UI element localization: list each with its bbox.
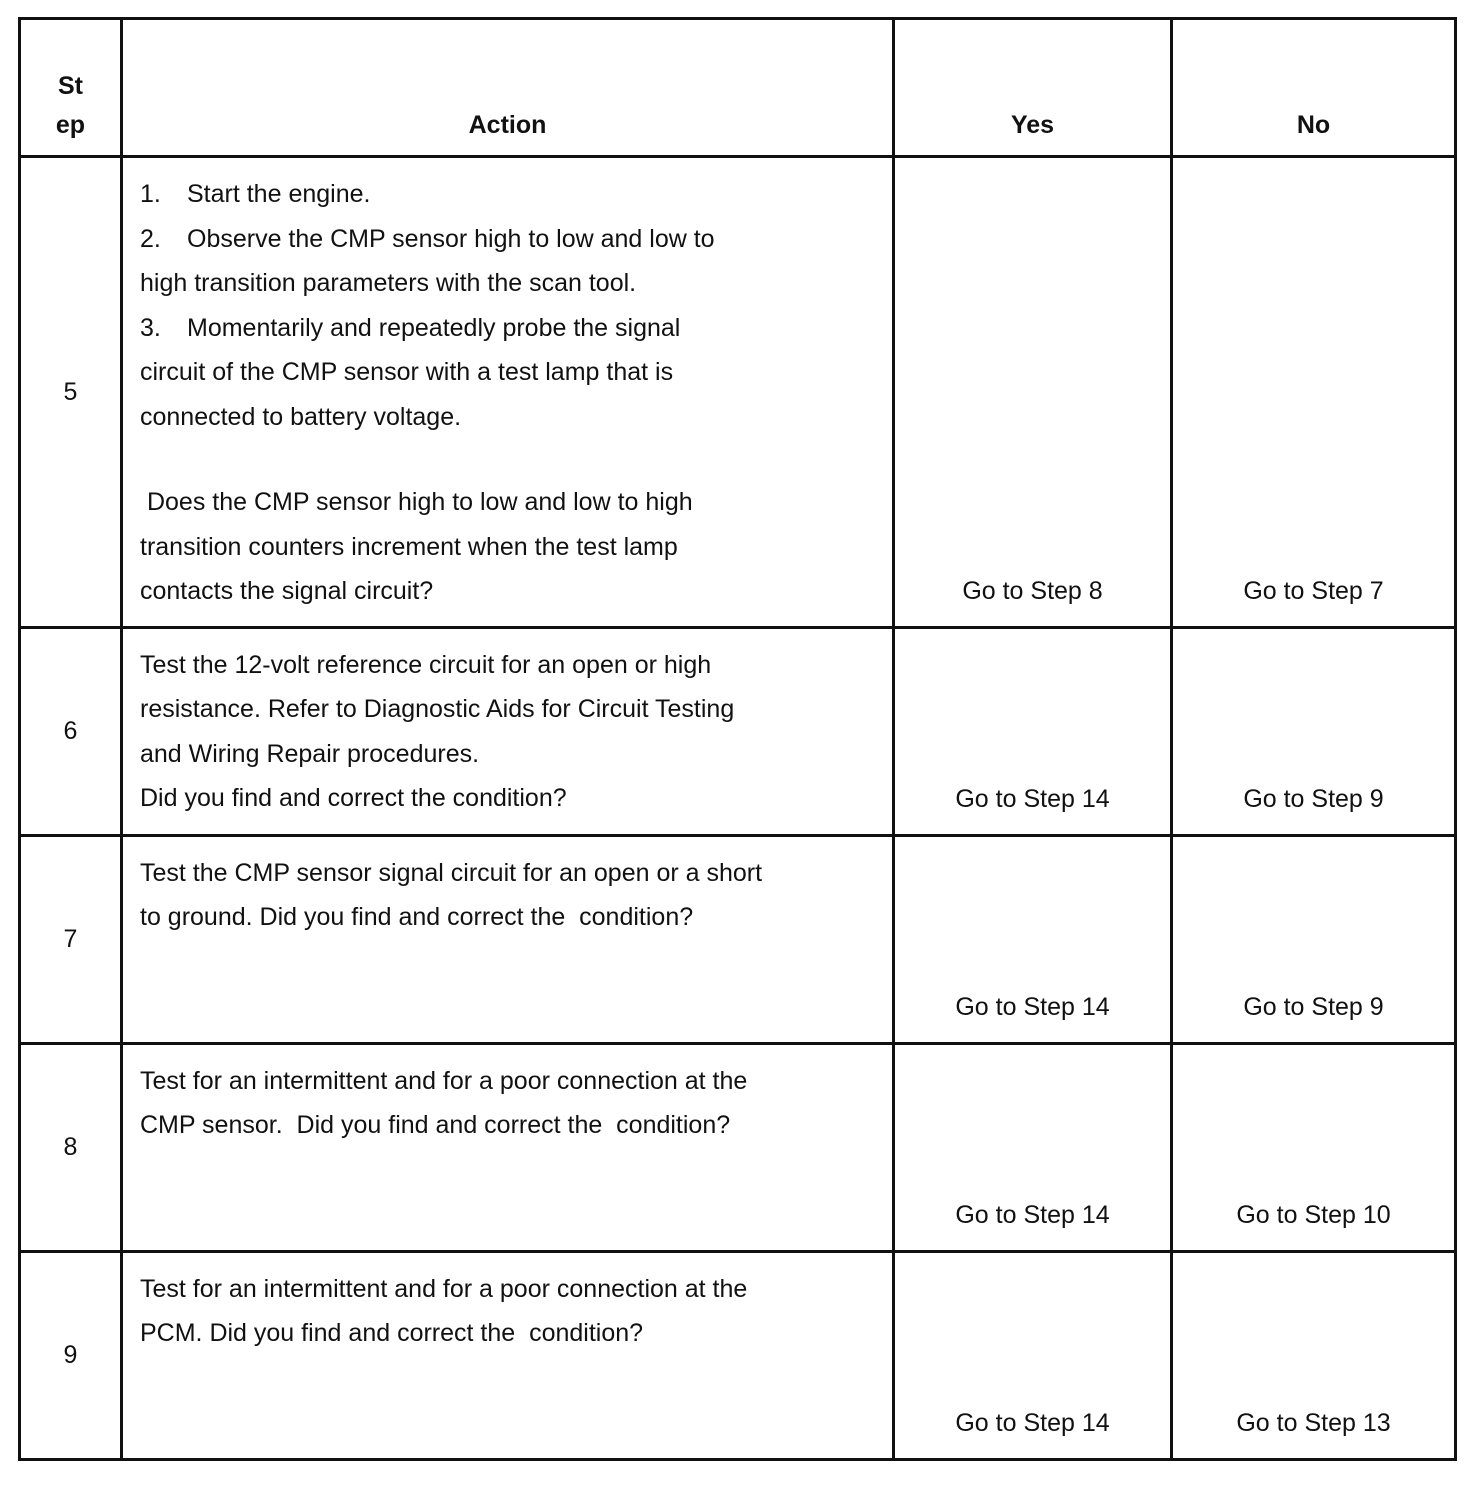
header-action: Action xyxy=(122,19,894,157)
action-text: connected to battery voltage. xyxy=(140,402,462,431)
yes-result: Go to Step 14 xyxy=(894,1043,1172,1251)
yes-result: Go to Step 14 xyxy=(894,627,1172,835)
question-line: contacts the signal circuit? xyxy=(140,577,434,605)
action-line xyxy=(140,350,852,395)
action-line: resistance. Refer to Diagnostic Aids for Circuit Testing xyxy=(140,695,735,723)
header-step-line-1: St xyxy=(58,72,83,100)
table-row xyxy=(20,1043,1456,1251)
action-line: Test the CMP sensor signal circuit for an open or a short xyxy=(140,858,763,887)
step-number: 5 xyxy=(20,157,122,628)
action-line xyxy=(140,395,852,440)
action-line: Test for an intermittent and for a poor connection at the xyxy=(140,1274,748,1303)
question-line: Does the CMP sensor high to low and low to high xyxy=(140,488,693,516)
table-row xyxy=(20,627,1456,835)
action-cell xyxy=(122,1043,894,1251)
table-row xyxy=(20,835,1456,1043)
header-step xyxy=(20,19,122,157)
action-text: Start the engine. xyxy=(187,180,371,208)
action-cell xyxy=(122,1251,894,1459)
header-yes: Yes xyxy=(894,19,1172,157)
action-cell xyxy=(122,157,894,628)
action-line xyxy=(140,172,852,217)
header-step-line-2: ep xyxy=(55,111,86,139)
action-line xyxy=(140,217,852,262)
step-number: 6 xyxy=(20,627,122,835)
no-result: Go to Step 7 xyxy=(1172,157,1456,628)
list-number: 2. xyxy=(140,224,161,253)
step-number: 7 xyxy=(20,835,122,1043)
list-number: 1. xyxy=(140,180,161,208)
action-cell xyxy=(122,627,894,835)
action-line: to ground. Did you find and correct the condition? xyxy=(140,903,694,931)
yes-result: Go to Step 8 xyxy=(894,157,1172,628)
action-text: Observe the CMP sensor high to low and low to xyxy=(187,224,715,253)
action-line: and Wiring Repair procedures. xyxy=(140,739,480,768)
action-line xyxy=(140,306,852,351)
question-line: transition counters increment when the test lamp xyxy=(140,532,678,561)
no-result: Go to Step 10 xyxy=(1172,1043,1456,1251)
action-cell xyxy=(122,835,894,1043)
yes-result: Go to Step 14 xyxy=(894,835,1172,1043)
diagnostic-table xyxy=(18,17,1457,1461)
action-text: high transition parameters with the scan tool. xyxy=(140,269,637,297)
step-number: 8 xyxy=(20,1043,122,1251)
action-text: Momentarily and repeatedly probe the signal xyxy=(187,313,681,342)
action-line: PCM. Did you find and correct the condition? xyxy=(140,1319,644,1347)
question-line: Did you find and correct the condition? xyxy=(140,784,567,812)
step-number: 9 xyxy=(20,1251,122,1459)
header-no: No xyxy=(1172,19,1456,157)
action-line: Test for an intermittent and for a poor connection at the xyxy=(140,1066,748,1095)
no-result: Go to Step 9 xyxy=(1172,835,1456,1043)
action-line: CMP sensor. Did you find and correct the condition? xyxy=(140,1111,731,1139)
no-result: Go to Step 9 xyxy=(1172,627,1456,835)
list-number: 3. xyxy=(140,313,161,342)
no-result: Go to Step 13 xyxy=(1172,1251,1456,1459)
action-line: Test the 12-volt reference circuit for an open or high xyxy=(140,650,712,679)
action-line xyxy=(140,261,852,306)
spacer xyxy=(140,439,852,480)
table-row xyxy=(20,157,1456,628)
action-text: circuit of the CMP sensor with a test lamp that is xyxy=(140,358,674,386)
yes-result: Go to Step 14 xyxy=(894,1251,1172,1459)
table-row xyxy=(20,1251,1456,1459)
table-header-row xyxy=(20,19,1456,157)
